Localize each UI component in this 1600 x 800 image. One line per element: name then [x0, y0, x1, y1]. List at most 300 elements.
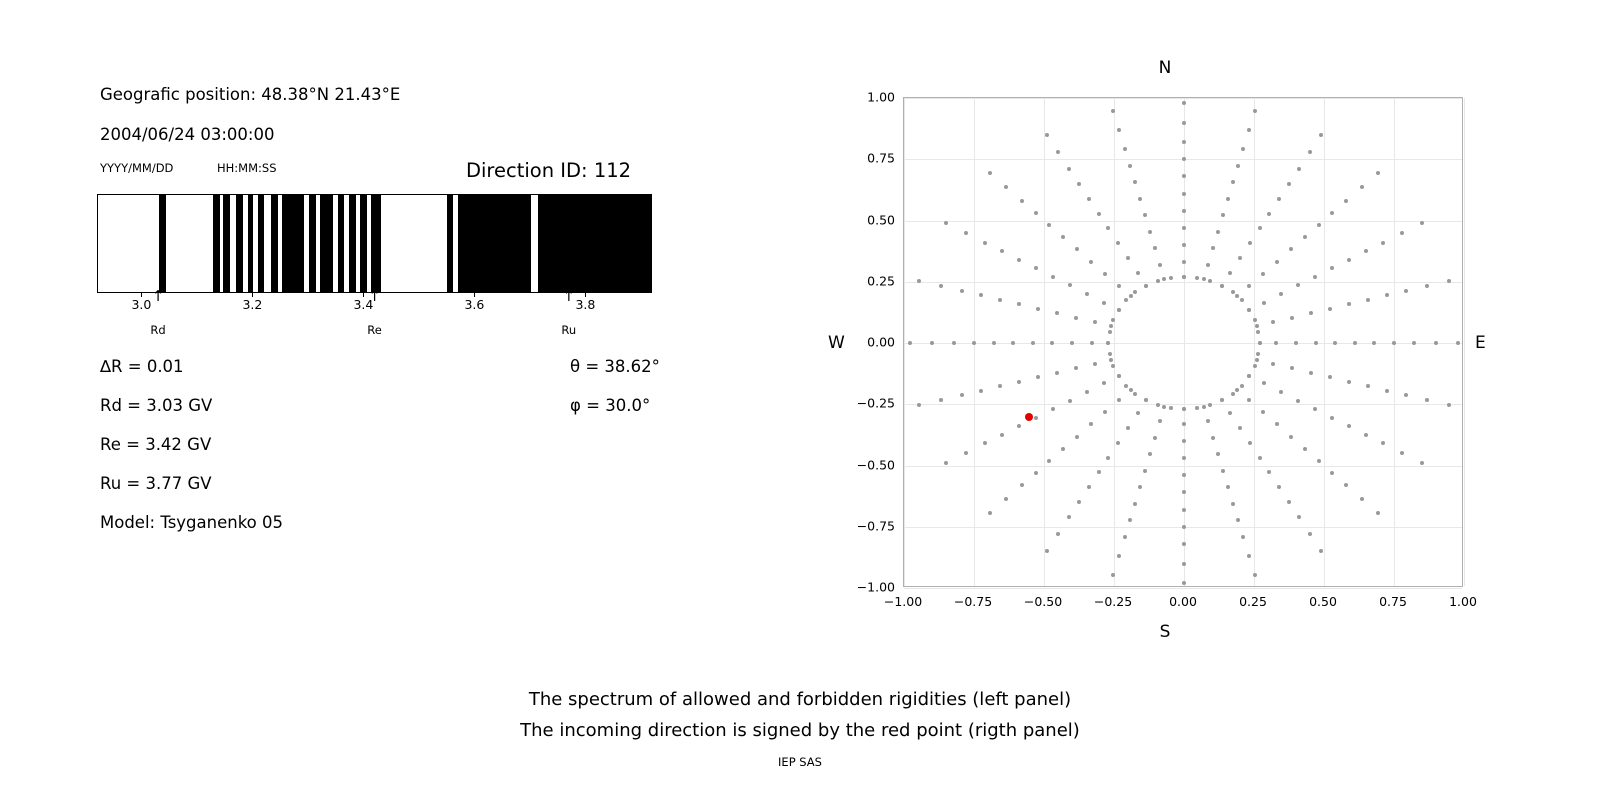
direction-point	[1103, 410, 1107, 414]
direction-point	[1287, 500, 1291, 504]
direction-point	[1226, 197, 1230, 201]
marker-label: Ru	[561, 323, 577, 337]
direction-point	[1226, 485, 1230, 489]
direction-point	[998, 384, 1002, 388]
direction-point	[1051, 275, 1055, 279]
grid-line	[904, 466, 1462, 467]
direction-point	[1241, 147, 1245, 151]
direction-point	[1221, 469, 1225, 473]
credit-label: IEP SAS	[778, 755, 822, 769]
x-axis-tick-label: 1.00	[1449, 594, 1477, 609]
direction-point	[1117, 308, 1121, 312]
direction-point	[1258, 456, 1262, 460]
direction-point	[1434, 341, 1438, 345]
direction-point	[1182, 525, 1186, 529]
rigidity-axis	[97, 287, 652, 337]
y-axis-tick-label: −1.00	[856, 579, 895, 595]
direction-point	[1133, 392, 1137, 396]
direction-point	[1124, 384, 1128, 388]
direction-point	[1240, 384, 1244, 388]
direction-point	[1070, 341, 1074, 345]
axis-tick-label: 3.0	[131, 297, 152, 312]
direction-point	[1247, 308, 1251, 312]
direction-point	[1247, 128, 1251, 132]
axis-tick-label: 3.4	[353, 297, 374, 312]
grid-line	[1114, 98, 1115, 586]
x-axis-tick-label: −0.75	[953, 594, 993, 609]
direction-point	[1108, 352, 1112, 356]
geographic-position-label: Geografic position: 48.38°N 21.43°E	[100, 85, 401, 104]
direction-point	[1271, 362, 1275, 366]
direction-point	[1360, 185, 1364, 189]
direction-point	[1111, 364, 1115, 368]
direction-point	[1195, 276, 1199, 280]
direction-point	[979, 389, 983, 393]
grid-line	[1324, 98, 1325, 586]
direction-point	[1319, 133, 1323, 137]
rd-value: Rd = 3.03 GV	[100, 396, 213, 415]
marker-label: Re	[367, 323, 382, 337]
direction-point	[1195, 406, 1199, 410]
direction-point	[1182, 422, 1186, 426]
direction-point	[1211, 246, 1215, 250]
allowed-rigidity-band	[338, 195, 345, 292]
direction-point	[1051, 407, 1055, 411]
rigidity-spectrum-bar	[97, 194, 652, 293]
direction-point	[964, 451, 968, 455]
direction-point	[1047, 459, 1051, 463]
direction-point	[1020, 483, 1024, 487]
direction-point	[1169, 276, 1173, 280]
direction-point	[1220, 398, 1224, 402]
direction-point	[1420, 461, 1424, 465]
direction-point	[1000, 249, 1004, 253]
direction-point	[1376, 171, 1380, 175]
direction-point	[1074, 366, 1078, 370]
direction-point	[1182, 192, 1186, 196]
direction-point	[1108, 330, 1112, 334]
direction-point	[1208, 403, 1212, 407]
direction-point	[1111, 573, 1115, 577]
allowed-rigidity-band	[236, 195, 244, 292]
direction-point	[1309, 371, 1313, 375]
direction-id-label: Direction ID: 112	[466, 159, 632, 182]
direction-point	[1231, 392, 1235, 396]
direction-point	[1262, 381, 1266, 385]
direction-point	[1255, 358, 1259, 362]
direction-point	[1153, 436, 1157, 440]
grid-line	[904, 343, 1462, 344]
direction-point	[1240, 298, 1244, 302]
direction-point	[1148, 452, 1152, 456]
direction-point	[1144, 398, 1148, 402]
direction-point	[1117, 128, 1121, 132]
marker-arrow-icon: ↑	[562, 287, 576, 305]
direction-point	[1182, 157, 1186, 161]
direction-point	[1253, 573, 1257, 577]
direction-point	[1124, 298, 1128, 302]
direction-point	[1319, 549, 1323, 553]
direction-point	[944, 461, 948, 465]
direction-point	[1133, 180, 1137, 184]
direction-point	[1136, 411, 1140, 415]
direction-point	[1117, 554, 1121, 558]
direction-point	[1158, 263, 1162, 267]
direction-point	[1255, 324, 1259, 328]
direction-point	[1317, 223, 1321, 227]
re-value: Re = 3.42 GV	[100, 435, 212, 454]
y-axis-tick-label: −0.25	[856, 395, 895, 411]
direction-point	[1017, 380, 1021, 384]
direction-point	[1353, 341, 1357, 345]
x-axis-tick-label: 0.00	[1169, 594, 1197, 609]
y-axis-tick-label: 1.00	[867, 89, 895, 105]
direction-point	[1117, 374, 1121, 378]
direction-point	[1017, 302, 1021, 306]
y-axis-tick-label: 0.50	[867, 212, 895, 227]
grid-line	[1464, 98, 1465, 586]
allowed-rigidity-band	[159, 195, 166, 292]
direction-point	[1129, 388, 1133, 392]
direction-point	[1253, 318, 1257, 322]
direction-point	[1182, 456, 1186, 460]
marker-arrow-icon: ↑	[151, 287, 165, 305]
direction-point	[1102, 381, 1106, 385]
direction-point	[1238, 426, 1242, 430]
direction-point	[1267, 212, 1271, 216]
direction-point	[1400, 231, 1404, 235]
allowed-rigidity-band	[223, 195, 230, 292]
direction-point	[1067, 167, 1071, 171]
direction-point	[1277, 485, 1281, 489]
x-axis-tick-label: −1.00	[883, 594, 923, 609]
direction-point	[1247, 374, 1251, 378]
allowed-rigidity-band	[458, 195, 531, 292]
phi-value: φ = 30.0°	[570, 396, 651, 415]
direction-point	[1045, 549, 1049, 553]
direction-point	[1031, 341, 1035, 345]
direction-point	[1128, 518, 1132, 522]
selected-direction-point	[1025, 413, 1033, 421]
direction-point	[1206, 263, 1210, 267]
direction-point	[1228, 271, 1232, 275]
direction-point	[1456, 341, 1460, 345]
direction-point	[1061, 447, 1065, 451]
direction-point	[1116, 241, 1120, 245]
direction-point	[1047, 223, 1051, 227]
direction-point	[1143, 469, 1147, 473]
direction-point	[1330, 471, 1334, 475]
direction-point	[939, 284, 943, 288]
direction-point	[1182, 260, 1186, 264]
direction-point	[1036, 375, 1040, 379]
direction-point	[1381, 241, 1385, 245]
direction-point	[1247, 284, 1251, 288]
direction-point	[1296, 399, 1300, 403]
direction-point	[983, 241, 987, 245]
direction-point	[1297, 515, 1301, 519]
direction-point	[1313, 275, 1317, 279]
grid-line	[904, 404, 1462, 405]
direction-point	[1366, 298, 1370, 302]
y-axis-tick-label: −0.75	[856, 518, 895, 534]
direction-point	[1347, 302, 1351, 306]
direction-point	[930, 341, 934, 345]
direction-point	[1275, 422, 1279, 426]
direction-point	[1182, 508, 1186, 512]
axis-tick-label: 3.8	[575, 297, 596, 312]
direction-point	[1274, 341, 1278, 345]
allowed-rigidity-band	[349, 195, 356, 292]
direction-point	[1133, 290, 1137, 294]
direction-point	[1313, 407, 1317, 411]
direction-point	[917, 403, 921, 407]
direction-point	[1289, 247, 1293, 251]
direction-point	[1248, 441, 1252, 445]
direction-point	[1128, 164, 1132, 168]
direction-point	[1235, 294, 1239, 298]
direction-point	[1182, 121, 1186, 125]
direction-point	[1093, 320, 1097, 324]
model-value: Model: Tsyganenko 05	[100, 513, 284, 532]
direction-point	[1056, 150, 1060, 154]
direction-point	[908, 341, 912, 345]
direction-point	[1106, 456, 1110, 460]
direction-point	[972, 341, 976, 345]
direction-point	[1290, 366, 1294, 370]
x-axis-tick-label: 0.75	[1379, 594, 1407, 609]
direction-point	[1182, 243, 1186, 247]
direction-point	[1279, 292, 1283, 296]
direction-point	[1447, 279, 1451, 283]
direction-point	[1109, 324, 1113, 328]
direction-point	[1182, 490, 1186, 494]
direction-point	[988, 511, 992, 515]
direction-point	[1143, 213, 1147, 217]
direction-point	[1360, 497, 1364, 501]
direction-point	[1258, 341, 1262, 345]
direction-point	[1085, 292, 1089, 296]
direction-point	[1277, 197, 1281, 201]
direction-point	[1034, 471, 1038, 475]
direction-point	[1289, 435, 1293, 439]
direction-point	[1261, 410, 1265, 414]
direction-point	[979, 293, 983, 297]
direction-point	[1287, 182, 1291, 186]
figure-caption	[0, 684, 1600, 746]
direction-point	[1231, 502, 1235, 506]
direction-point	[992, 341, 996, 345]
direction-point	[1129, 294, 1133, 298]
direction-point	[1067, 515, 1071, 519]
direction-point	[1034, 266, 1038, 270]
direction-point	[1220, 284, 1224, 288]
direction-point	[1425, 398, 1429, 402]
allowed-rigidity-band	[538, 195, 652, 292]
caption-line-2: The incoming direction is signed by the red point (rigth panel)	[520, 720, 1080, 741]
allowed-rigidity-band	[309, 195, 316, 292]
direction-point	[1089, 422, 1093, 426]
direction-point	[1303, 447, 1307, 451]
direction-point	[1206, 419, 1210, 423]
direction-point	[1126, 426, 1130, 430]
direction-point	[1126, 256, 1130, 260]
direction-point	[1267, 470, 1271, 474]
direction-point	[1144, 284, 1148, 288]
direction-point	[1347, 380, 1351, 384]
direction-point	[1034, 211, 1038, 215]
direction-point	[1182, 101, 1186, 105]
direction-point	[1330, 416, 1334, 420]
direction-point	[1182, 209, 1186, 213]
direction-point	[1182, 174, 1186, 178]
direction-point	[1093, 362, 1097, 366]
compass-west-label: W	[828, 333, 845, 353]
direction-point	[1102, 301, 1106, 305]
y-axis-tick-label: 0.75	[867, 150, 895, 166]
direction-point	[1261, 272, 1265, 276]
grid-line	[904, 98, 905, 586]
allowed-rigidity-band	[213, 195, 220, 292]
direction-point	[1366, 384, 1370, 388]
direction-point	[1202, 277, 1206, 281]
direction-point	[1216, 452, 1220, 456]
direction-point	[1097, 212, 1101, 216]
polar-scatter-plot	[903, 97, 1463, 587]
direction-point	[1253, 364, 1257, 368]
direction-point	[1158, 419, 1162, 423]
direction-point	[1133, 502, 1137, 506]
direction-point	[1085, 390, 1089, 394]
direction-point	[1279, 390, 1283, 394]
direction-point	[1258, 226, 1262, 230]
grid-line	[1044, 98, 1045, 586]
direction-point	[1045, 133, 1049, 137]
direction-point	[1202, 405, 1206, 409]
direction-point	[1156, 279, 1160, 283]
direction-point	[1103, 272, 1107, 276]
direction-point	[1182, 226, 1186, 230]
direction-point	[1077, 500, 1081, 504]
direction-point	[1182, 562, 1186, 566]
direction-point	[1182, 439, 1186, 443]
theta-value: θ = 38.62°	[570, 357, 660, 376]
direction-point	[1074, 316, 1078, 320]
direction-point	[1238, 256, 1242, 260]
ru-value: Ru = 3.77 GV	[100, 474, 212, 493]
direction-point	[1364, 433, 1368, 437]
direction-point	[1404, 393, 1408, 397]
direction-point	[1308, 532, 1312, 536]
direction-point	[1425, 284, 1429, 288]
direction-point	[964, 231, 968, 235]
direction-point	[1235, 388, 1239, 392]
direction-point	[998, 298, 1002, 302]
direction-point	[1182, 407, 1186, 411]
direction-point	[917, 279, 921, 283]
delta-r-value: ∆R = 0.01	[100, 357, 184, 376]
allowed-rigidity-band	[248, 195, 254, 292]
direction-point	[1392, 341, 1396, 345]
direction-point	[1117, 284, 1121, 288]
direction-point	[1216, 230, 1220, 234]
y-axis-tick-label: 0.00	[867, 334, 895, 350]
compass-south-label: S	[1159, 622, 1171, 642]
direction-point	[952, 341, 956, 345]
grid-line	[904, 588, 1462, 589]
direction-point	[1333, 341, 1337, 345]
direction-point	[1075, 247, 1079, 251]
direction-point	[1447, 403, 1451, 407]
direction-point	[1412, 341, 1416, 345]
direction-point	[960, 289, 964, 293]
direction-point	[1400, 451, 1404, 455]
direction-point	[1089, 260, 1093, 264]
direction-point	[1138, 485, 1142, 489]
allowed-rigidity-band	[282, 195, 304, 292]
direction-point	[1182, 473, 1186, 477]
direction-point	[1077, 182, 1081, 186]
x-axis-tick-label: 0.50	[1309, 594, 1337, 609]
direction-point	[1109, 358, 1113, 362]
direction-point	[1017, 424, 1021, 428]
direction-point	[1034, 416, 1038, 420]
direction-point	[1182, 581, 1186, 585]
direction-point	[1117, 398, 1121, 402]
caption-line-1: The spectrum of allowed and forbidden rigidities (left panel)	[528, 689, 1072, 710]
datetime-label: 2004/06/24 03:00:00	[100, 125, 275, 144]
direction-point	[1364, 249, 1368, 253]
direction-point	[988, 171, 992, 175]
direction-point	[1156, 403, 1160, 407]
direction-point	[939, 398, 943, 402]
grid-line	[904, 282, 1462, 283]
direction-point	[1314, 341, 1318, 345]
direction-point	[1182, 140, 1186, 144]
marker-arrow-icon: ↑	[368, 287, 381, 305]
direction-point	[1241, 535, 1245, 539]
direction-point	[1090, 341, 1094, 345]
direction-point	[1087, 485, 1091, 489]
allowed-rigidity-band	[258, 195, 265, 292]
direction-point	[1068, 399, 1072, 403]
direction-point	[1182, 275, 1186, 279]
direction-point	[1347, 258, 1351, 262]
direction-point	[1148, 230, 1152, 234]
direction-point	[1020, 199, 1024, 203]
axis-tick-label: 3.2	[242, 297, 263, 312]
direction-point	[1381, 441, 1385, 445]
direction-point	[1011, 341, 1015, 345]
direction-point	[1123, 535, 1127, 539]
direction-point	[1056, 532, 1060, 536]
direction-point	[1075, 435, 1079, 439]
direction-point	[1017, 258, 1021, 262]
direction-point	[1231, 290, 1235, 294]
direction-point	[1303, 235, 1307, 239]
direction-point	[1061, 235, 1065, 239]
x-axis-tick-label: 0.25	[1239, 594, 1267, 609]
direction-point	[960, 393, 964, 397]
direction-point	[1297, 167, 1301, 171]
direction-point	[1050, 341, 1054, 345]
grid-line	[1254, 98, 1255, 586]
direction-point	[1247, 398, 1251, 402]
marker-label: Rd	[150, 323, 166, 337]
x-axis-tick-label: −0.50	[1023, 594, 1063, 609]
direction-point	[1328, 307, 1332, 311]
direction-point	[944, 221, 948, 225]
